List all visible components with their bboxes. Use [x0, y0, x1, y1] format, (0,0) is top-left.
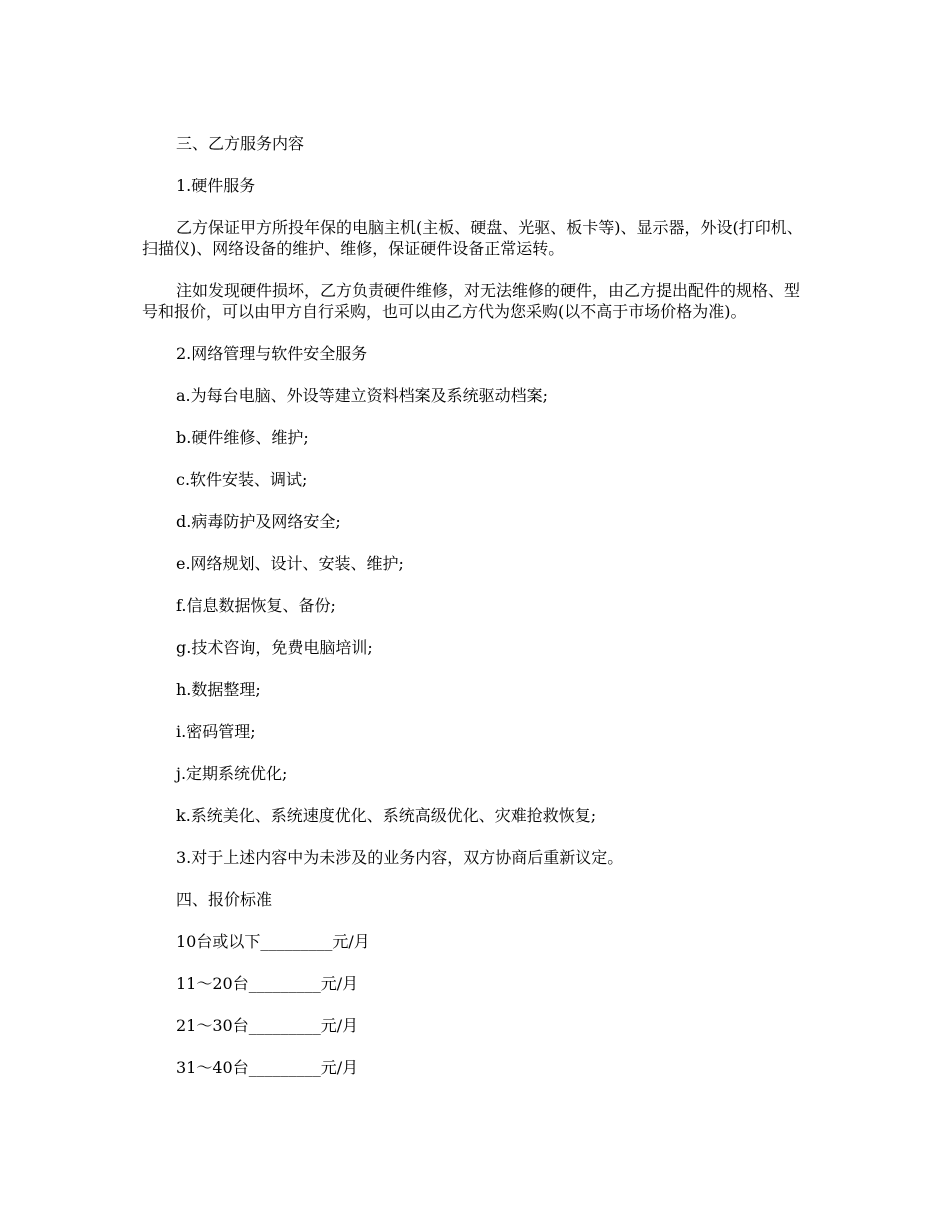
- service-item-k: k.系统美化、系统速度优化、系统高级优化、灾难抢救恢复;: [176, 806, 597, 825]
- hardware-repair-note: 注如发现硬件损坏，乙方负责硬件维修，对无法维修的硬件，由乙方提出配件的规格、型号和报价，可以由甲方自行采购，也可以由乙方代为您采购(以不高于市场价格为准)。: [142, 281, 801, 321]
- other-business-note: 3.对于上述内容中为未涉及的业务内容，双方协商后重新议定。: [176, 848, 624, 867]
- service-item-c: c.软件安装、调试;: [176, 470, 308, 489]
- section-3-title: 三、乙方服务内容: [176, 134, 305, 153]
- price-line-10: 10台或以下_________元/月: [176, 932, 370, 951]
- service-item-b: b.硬件维修、维护;: [176, 428, 309, 447]
- service-item-h: h.数据整理;: [176, 680, 261, 699]
- hardware-service-heading: 1.硬件服务: [176, 176, 256, 195]
- service-item-j: j.定期系统优化;: [176, 764, 288, 783]
- document-page: [142, 133, 812, 1078]
- section-4-title: 四、报价标准: [176, 890, 273, 909]
- service-item-d: d.病毒防护及网络安全;: [176, 512, 341, 531]
- service-item-e: e.网络规划、设计、安装、维护;: [176, 554, 404, 573]
- price-line-31-40: 31～40台_________元/月: [176, 1058, 359, 1077]
- service-item-f: f.信息数据恢复、备份;: [176, 596, 336, 615]
- hardware-service-paragraph: 乙方保证甲方所投年保的电脑主机(主板、硬盘、光驱、板卡等)、显示器，外设(打印机、扫描仪)、网络设备的维护、维修，保证硬件设备正常运转。: [142, 218, 803, 258]
- price-line-11-20: 11～20台_________元/月: [176, 974, 359, 993]
- service-item-a: a.为每台电脑、外设等建立资料档案及系统驱动档案;: [176, 386, 549, 405]
- network-service-heading: 2.网络管理与软件安全服务: [176, 344, 368, 363]
- price-line-21-30: 21～30台_________元/月: [176, 1016, 359, 1035]
- service-item-g: g.技术咨询，免费电脑培训;: [176, 638, 373, 657]
- service-item-i: i.密码管理;: [176, 722, 256, 741]
